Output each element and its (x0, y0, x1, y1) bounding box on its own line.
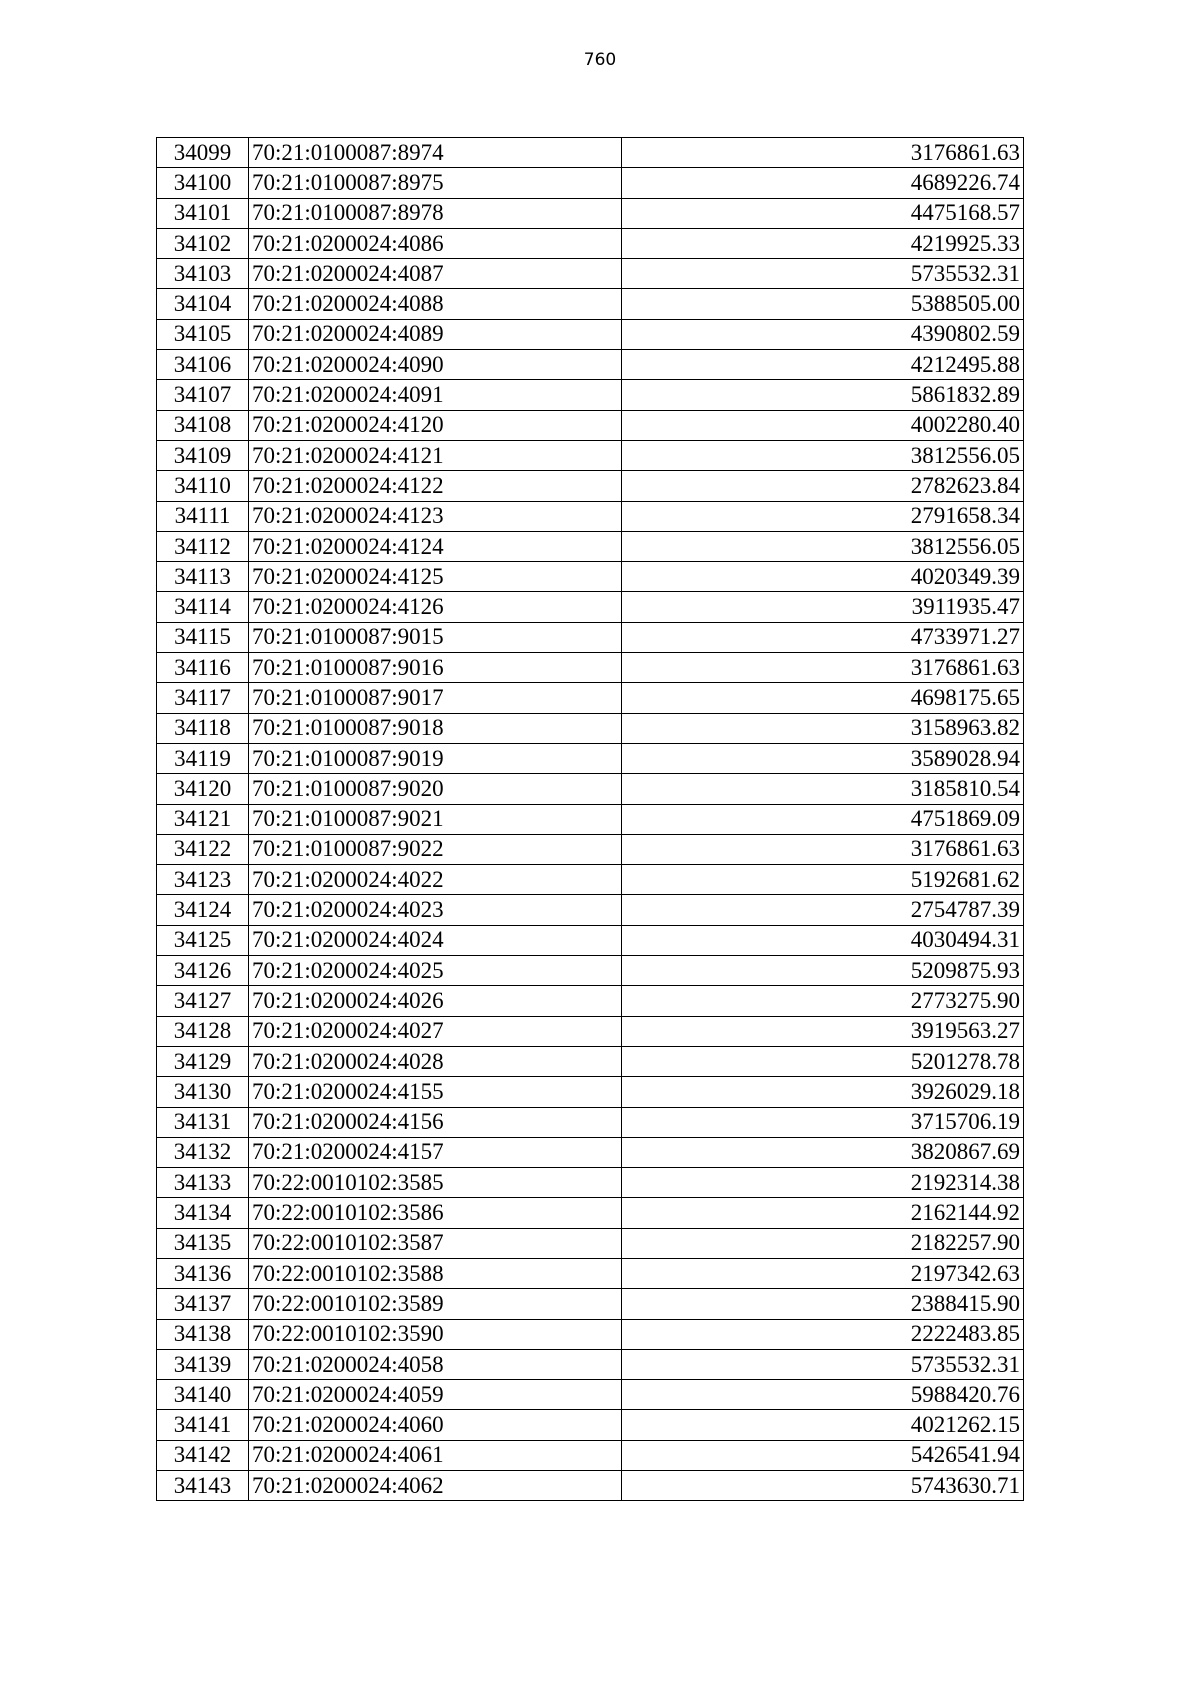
cadastral-number-cell: 70:21:0200024:4022 (249, 865, 622, 895)
table-row (157, 168, 1024, 198)
cadastral-value-cell: 3158963.82 (622, 713, 1024, 743)
row-number-cell: 34111 (157, 501, 249, 531)
cadastral-number-cell: 70:21:0200024:4124 (249, 531, 622, 561)
cadastral-number-cell: 70:21:0200024:4122 (249, 471, 622, 501)
table-row (157, 471, 1024, 501)
table-row (157, 622, 1024, 652)
cadastral-number-cell: 70:22:0010102:3586 (249, 1198, 622, 1228)
row-number-cell: 34141 (157, 1410, 249, 1440)
table-row (157, 1077, 1024, 1107)
cadastral-value-cell: 3589028.94 (622, 743, 1024, 773)
cadastral-number-cell: 70:21:0100087:8978 (249, 198, 622, 228)
cadastral-value-cell: 4219925.33 (622, 228, 1024, 258)
cadastral-number-cell: 70:21:0200024:4089 (249, 319, 622, 349)
row-number-cell: 34142 (157, 1440, 249, 1470)
table-row (157, 259, 1024, 289)
row-number-cell: 34105 (157, 319, 249, 349)
cadastral-number-cell: 70:21:0100087:9022 (249, 834, 622, 864)
cadastral-value-cell: 3926029.18 (622, 1077, 1024, 1107)
cadastral-value-cell: 3176861.63 (622, 138, 1024, 168)
table-row (157, 1349, 1024, 1379)
table-row (157, 531, 1024, 561)
cadastral-number-cell: 70:22:0010102:3589 (249, 1289, 622, 1319)
cadastral-number-cell: 70:21:0200024:4024 (249, 925, 622, 955)
cadastral-number-cell: 70:21:0200024:4087 (249, 259, 622, 289)
table-row (157, 1410, 1024, 1440)
cadastral-value-cell: 2182257.90 (622, 1228, 1024, 1258)
row-number-cell: 34136 (157, 1258, 249, 1288)
cadastral-value-cell: 2773275.90 (622, 986, 1024, 1016)
row-number-cell: 34124 (157, 895, 249, 925)
cadastral-value-cell: 4002280.40 (622, 410, 1024, 440)
row-number-cell: 34099 (157, 138, 249, 168)
cadastral-number-cell: 70:21:0200024:4059 (249, 1380, 622, 1410)
table-row (157, 865, 1024, 895)
table-row (157, 895, 1024, 925)
cadastral-value-cell: 2791658.34 (622, 501, 1024, 531)
row-number-cell: 34128 (157, 1016, 249, 1046)
cadastral-value-cell: 4751869.09 (622, 804, 1024, 834)
row-number-cell: 34100 (157, 168, 249, 198)
row-number-cell: 34103 (157, 259, 249, 289)
cadastral-number-cell: 70:21:0200024:4120 (249, 410, 622, 440)
cadastral-value-cell: 5735532.31 (622, 259, 1024, 289)
table-row (157, 804, 1024, 834)
row-number-cell: 34123 (157, 865, 249, 895)
row-number-cell: 34114 (157, 592, 249, 622)
cadastral-number-cell: 70:21:0200024:4061 (249, 1440, 622, 1470)
cadastral-number-cell: 70:21:0100087:9021 (249, 804, 622, 834)
row-number-cell: 34125 (157, 925, 249, 955)
cadastral-value-cell: 5861832.89 (622, 380, 1024, 410)
table-row (157, 834, 1024, 864)
cadastral-value-cell: 4212495.88 (622, 350, 1024, 380)
cadastral-value-cell: 4698175.65 (622, 683, 1024, 713)
row-number-cell: 34132 (157, 1137, 249, 1167)
table-row (157, 1319, 1024, 1349)
table-row (157, 562, 1024, 592)
cadastral-number-cell: 70:21:0100087:9020 (249, 774, 622, 804)
table-row (157, 1016, 1024, 1046)
table-row (157, 440, 1024, 470)
row-number-cell: 34126 (157, 956, 249, 986)
table-row (157, 228, 1024, 258)
cadastral-number-cell: 70:21:0200024:4157 (249, 1137, 622, 1167)
cadastral-number-cell: 70:21:0100087:9017 (249, 683, 622, 713)
cadastral-number-cell: 70:22:0010102:3585 (249, 1168, 622, 1198)
cadastral-value-cell: 5743630.71 (622, 1471, 1024, 1501)
cadastral-number-cell: 70:21:0200024:4025 (249, 956, 622, 986)
cadastral-number-cell: 70:21:0100087:9015 (249, 622, 622, 652)
row-number-cell: 34106 (157, 350, 249, 380)
row-number-cell: 34118 (157, 713, 249, 743)
cadastral-value-table (156, 137, 1024, 1501)
row-number-cell: 34115 (157, 622, 249, 652)
table-row (157, 1258, 1024, 1288)
table-row (157, 1289, 1024, 1319)
cadastral-number-cell: 70:21:0100087:9016 (249, 653, 622, 683)
cadastral-number-cell: 70:21:0200024:4023 (249, 895, 622, 925)
cadastral-value-cell: 3911935.47 (622, 592, 1024, 622)
cadastral-value-cell: 3176861.63 (622, 653, 1024, 683)
table-row (157, 1471, 1024, 1501)
cadastral-value-cell: 3185810.54 (622, 774, 1024, 804)
cadastral-value-cell: 5209875.93 (622, 956, 1024, 986)
cadastral-number-cell: 70:21:0200024:4156 (249, 1107, 622, 1137)
cadastral-number-cell: 70:21:0200024:4091 (249, 380, 622, 410)
cadastral-number-cell: 70:21:0200024:4126 (249, 592, 622, 622)
table-row (157, 713, 1024, 743)
table-row (157, 743, 1024, 773)
cadastral-number-cell: 70:21:0200024:4123 (249, 501, 622, 531)
row-number-cell: 34129 (157, 1046, 249, 1076)
cadastral-value-cell: 5201278.78 (622, 1046, 1024, 1076)
row-number-cell: 34110 (157, 471, 249, 501)
cadastral-number-cell: 70:22:0010102:3588 (249, 1258, 622, 1288)
cadastral-number-cell: 70:21:0200024:4058 (249, 1349, 622, 1379)
row-number-cell: 34127 (157, 986, 249, 1016)
page-number: 760 (583, 50, 617, 70)
cadastral-number-cell: 70:22:0010102:3587 (249, 1228, 622, 1258)
cadastral-value-cell: 3812556.05 (622, 531, 1024, 561)
row-number-cell: 34117 (157, 683, 249, 713)
row-number-cell: 34116 (157, 653, 249, 683)
cadastral-value-cell: 3919563.27 (622, 1016, 1024, 1046)
row-number-cell: 34120 (157, 774, 249, 804)
cadastral-value-cell: 3176861.63 (622, 834, 1024, 864)
cadastral-value-cell: 3812556.05 (622, 440, 1024, 470)
cadastral-value-cell: 4689226.74 (622, 168, 1024, 198)
table-row (157, 1107, 1024, 1137)
row-number-cell: 34113 (157, 562, 249, 592)
row-number-cell: 34108 (157, 410, 249, 440)
cadastral-value-cell: 2754787.39 (622, 895, 1024, 925)
cadastral-value-cell: 5388505.00 (622, 289, 1024, 319)
row-number-cell: 34121 (157, 804, 249, 834)
row-number-cell: 34139 (157, 1349, 249, 1379)
row-number-cell: 34107 (157, 380, 249, 410)
cadastral-number-cell: 70:21:0200024:4060 (249, 1410, 622, 1440)
row-number-cell: 34109 (157, 440, 249, 470)
row-number-cell: 34135 (157, 1228, 249, 1258)
cadastral-value-cell: 2197342.63 (622, 1258, 1024, 1288)
cadastral-value-cell: 4390802.59 (622, 319, 1024, 349)
cadastral-number-cell: 70:21:0200024:4155 (249, 1077, 622, 1107)
table-row (157, 1168, 1024, 1198)
row-number-cell: 34138 (157, 1319, 249, 1349)
table-row (157, 198, 1024, 228)
cadastral-number-cell: 70:21:0200024:4088 (249, 289, 622, 319)
cadastral-number-cell: 70:21:0200024:4125 (249, 562, 622, 592)
row-number-cell: 34143 (157, 1471, 249, 1501)
cadastral-number-cell: 70:21:0200024:4121 (249, 440, 622, 470)
cadastral-number-cell: 70:21:0200024:4090 (249, 350, 622, 380)
cadastral-value-cell: 5192681.62 (622, 865, 1024, 895)
table-row (157, 138, 1024, 168)
table-row (157, 986, 1024, 1016)
cadastral-number-cell: 70:21:0200024:4086 (249, 228, 622, 258)
row-number-cell: 34140 (157, 1380, 249, 1410)
cadastral-number-cell: 70:21:0200024:4028 (249, 1046, 622, 1076)
cadastral-number-cell: 70:21:0200024:4027 (249, 1016, 622, 1046)
cadastral-value-cell: 3715706.19 (622, 1107, 1024, 1137)
row-number-cell: 34122 (157, 834, 249, 864)
row-number-cell: 34130 (157, 1077, 249, 1107)
table-row (157, 653, 1024, 683)
table-row (157, 380, 1024, 410)
cadastral-number-cell: 70:22:0010102:3590 (249, 1319, 622, 1349)
cadastral-value-cell: 2162144.92 (622, 1198, 1024, 1228)
table-row (157, 925, 1024, 955)
cadastral-number-cell: 70:21:0100087:9019 (249, 743, 622, 773)
table-row (157, 1137, 1024, 1167)
table-row (157, 1228, 1024, 1258)
row-number-cell: 34101 (157, 198, 249, 228)
table-row (157, 319, 1024, 349)
cadastral-value-cell: 2222483.85 (622, 1319, 1024, 1349)
cadastral-number-cell: 70:21:0100087:8975 (249, 168, 622, 198)
cadastral-value-cell: 4021262.15 (622, 1410, 1024, 1440)
cadastral-value-cell: 4030494.31 (622, 925, 1024, 955)
cadastral-number-cell: 70:21:0100087:8974 (249, 138, 622, 168)
table-row (157, 774, 1024, 804)
table-row (157, 289, 1024, 319)
table-row (157, 501, 1024, 531)
cadastral-number-cell: 70:21:0200024:4062 (249, 1471, 622, 1501)
cadastral-value-cell: 4475168.57 (622, 198, 1024, 228)
row-number-cell: 34112 (157, 531, 249, 561)
cadastral-value-cell: 5988420.76 (622, 1380, 1024, 1410)
cadastral-value-cell: 2782623.84 (622, 471, 1024, 501)
table-row (157, 350, 1024, 380)
row-number-cell: 34137 (157, 1289, 249, 1319)
row-number-cell: 34104 (157, 289, 249, 319)
row-number-cell: 34131 (157, 1107, 249, 1137)
table-row (157, 1380, 1024, 1410)
table-row (157, 410, 1024, 440)
cadastral-value-cell: 4733971.27 (622, 622, 1024, 652)
row-number-cell: 34119 (157, 743, 249, 773)
row-number-cell: 34134 (157, 1198, 249, 1228)
row-number-cell: 34102 (157, 228, 249, 258)
row-number-cell: 34133 (157, 1168, 249, 1198)
cadastral-value-cell: 5735532.31 (622, 1349, 1024, 1379)
cadastral-value-cell: 4020349.39 (622, 562, 1024, 592)
table-row (157, 1046, 1024, 1076)
table-row (157, 592, 1024, 622)
cadastral-value-cell: 2192314.38 (622, 1168, 1024, 1198)
cadastral-value-cell: 2388415.90 (622, 1289, 1024, 1319)
cadastral-value-cell: 3820867.69 (622, 1137, 1024, 1167)
cadastral-value-cell: 5426541.94 (622, 1440, 1024, 1470)
cadastral-number-cell: 70:21:0100087:9018 (249, 713, 622, 743)
table-row (157, 1440, 1024, 1470)
table-row (157, 1198, 1024, 1228)
table-body (157, 138, 1024, 1501)
table-row (157, 683, 1024, 713)
table-row (157, 956, 1024, 986)
cadastral-number-cell: 70:21:0200024:4026 (249, 986, 622, 1016)
